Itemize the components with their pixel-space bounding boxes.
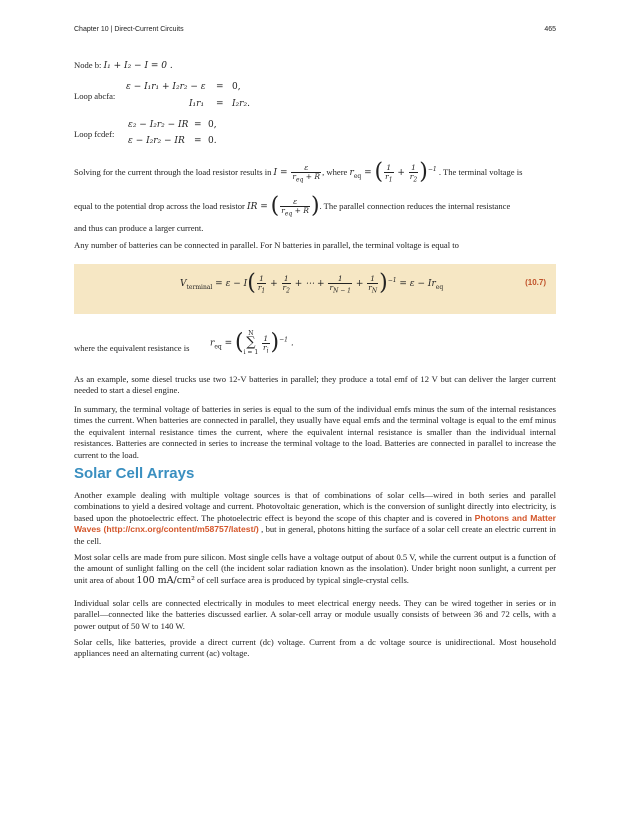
para9: Solar cells, like batteries, provide a direct current (dc) voltage. Current from a dc voltage source is unidirectional. Most household appliances need an alternating current (ac) voltage.: [74, 637, 556, 659]
equation-box: [74, 264, 556, 314]
para1-line1: [74, 159, 523, 185]
para3: [74, 343, 190, 353]
section-title: Solar Cell Arrays: [74, 465, 195, 482]
node-b-equation: I₁ + I₂ − I = 0 .: [103, 61, 173, 71]
para1-text-5: . The parallel connection reduces the internal resistance: [319, 201, 511, 211]
formula-req-sum: $r_{eq}$ = ( N ∑ i = 1 $\frac{1}{r_i}$ )$^{-1}$ .: [210, 330, 294, 356]
para6-text-1: Another example dealing with multiple voltage sources is that of combinations of solar cells—wired in both series and parallel combinations to yield a desired voltage and current. Photovoltaic generation, which is the conversion of sunlight directly into electricity, is based upon the photoelectric effect. The photoelectric effect is beyond the scope of this chapter and is covered in: [74, 490, 556, 523]
loop-fcdef-eq2-lhs: ε − I₂r₂ − IR: [128, 136, 185, 146]
para5: In summary, the terminal voltage of batteries in series is equal to the sum of the individual emfs minus the sum of the internal resistances times the current. When batteries are connected in parallel, they usually have equal emfs and the terminal voltage is equal to the emf minus the equivalent internal resistance times the current, where the equivalent internal resistance is smaller than the individual internal resistances. Batteries are connected in series to increase the terminal voltage to the load. Batteries are connected in parallel to increase the current to the load.: [74, 404, 556, 460]
current-density-value: 100 mA/cm²: [136, 574, 195, 586]
chapter-title: Chapter 10 | Direct-Current Circuits: [74, 26, 184, 33]
loop-abcfa-eq2-rhs: I₂r₂.: [232, 99, 250, 109]
para7: [74, 552, 556, 586]
node-b-line: [74, 60, 173, 71]
loop-fcdef-eq1-rhs: 0,: [208, 120, 217, 130]
para3-text: where the equivalent resistance is: [74, 343, 190, 353]
formula-req-two: $r_{eq}$ = ( $\frac{1}{r_1}$ + $\frac{1}{r_2}$ )$^{-1}$: [349, 159, 437, 185]
loop-abcfa-eq2-eqsign: =: [216, 99, 224, 109]
loop-fcdef-eq2-rhs: 0.: [208, 136, 217, 146]
para1-line2: [74, 193, 511, 219]
para1-text-6: and thus can produce a larger current.: [74, 223, 204, 233]
loop-abcfa-label: Loop abcfa:: [74, 91, 116, 101]
loop-abcfa-eq2-lhs: I₁r₁: [189, 99, 205, 109]
loop-fcdef-label: Loop fcdef:: [74, 129, 115, 139]
para2: Any number of batteries can be connected in parallel. For N batteries in parallel, the terminal voltage is equal to: [74, 240, 459, 250]
para6: [74, 490, 556, 547]
para1-text-3: . The terminal voltage is: [438, 167, 523, 177]
formula-current-I: I = $\frac{\varepsilon}{r_{eq} + R}$: [273, 163, 321, 184]
node-b-label: Node b:: [74, 60, 102, 70]
loop-abcfa-eq1-rhs: 0,: [232, 82, 241, 92]
para1-text-4: equal to the potential drop across the load resistor: [74, 201, 245, 211]
loop-abcfa-eq1-lhs: ε − I₁r₁ + I₂r₂ − ε: [126, 82, 206, 92]
para1-text-1: Solving for the current through the load resistor results in: [74, 167, 272, 177]
para4: As an example, some diesel trucks use two 12-V batteries in parallel; they produce a total emf of 12 V but can deliver the larger current needed to start a diesel engine.: [74, 374, 556, 396]
page-number: 465: [544, 26, 556, 33]
loop-fcdef-eq1-eqsign: =: [194, 120, 202, 130]
para8: Individual solar cells are connected electrically in modules to meet electrical energy needs. They can be wired together in series or in parallel—connected like the batteries discussed earlier. A solar-cell array or module usually consists of between 36 and 72 cells, with a power output of 50 W to 140 W.: [74, 598, 556, 631]
page-header: [74, 26, 556, 33]
equation-terminal-voltage: $V_{terminal} = \varepsilon - I$( $\frac{1}{r_1}$ + $\frac{1}{r_2}$ + ⋯ + $\frac{1}{r_{N - 1}}$ + $\frac{1}{r_N}$ )$^{-1} = \varepsilon - Ir_{eq}$: [180, 270, 444, 296]
formula-IR: IR = ( $\frac{\varepsilon}{r_{eq} + R}$ ): [247, 193, 320, 219]
para6-text-2: , but in general, photons hitting the surface of a solar cell create an electric current in the cell.: [74, 524, 556, 546]
loop-abcfa-eq1-eqsign: =: [216, 82, 224, 92]
para7-text-1: Most solar cells are made from pure silicon. Most single cells have a voltage output of about 0.5 V, while the current output is a function of the amount of sunlight falling on the cell (the incident solar radiation known as the insolation). Under bright noon sunlight, a current per unit area of about: [74, 552, 556, 585]
loop-fcdef-eq2-eqsign: =: [194, 136, 202, 146]
loop-fcdef-eq1-lhs: ε₂ − I₂r₂ − IR: [128, 120, 189, 130]
para1-text-2: , where: [322, 167, 348, 177]
para7-text-2: of cell surface area is produced by typical single-crystal cells.: [197, 574, 409, 585]
equation-number: (10.7): [525, 278, 546, 287]
photons-matter-waves-link[interactable]: Photons and Matter Waves (http://cnx.org/content/m58757/latest/): [74, 512, 556, 535]
